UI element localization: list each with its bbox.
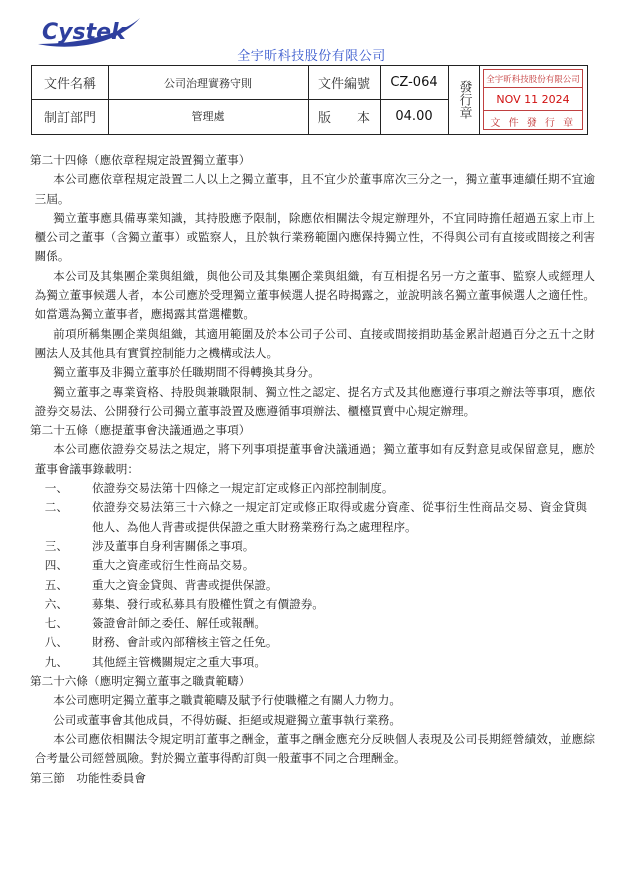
list-item-text: 其他經主管機關規定之重大事項。 [92,654,266,669]
paragraph: 本公司應明定獨立董事之職責範疇及賦予行使職權之有關人力物力。 [53,693,401,708]
paragraph: 本公司及其集團企業與組織，與他公司及其集團企業與組織，有互相提名另一方之董事、監察人或經理人為獨立董事候選人者，本公司應於受理獨立董事候選人提名時揭露之，並說明該名獨立董事候選人之適任性。如當選為獨立董事者，應揭露其當選權數。 [34,268,595,322]
document-header-table [31,65,588,135]
stamp-text: 文 件 發 行 章 [490,118,576,129]
list-item-text: 財務、會計或內部稽核主管之任免。 [92,635,278,650]
doc-no-label: 文件編號 [317,77,370,92]
list-item [30,498,595,537]
doc-no-value: CZ-064 [390,75,438,90]
dept-label: 制訂部門 [43,110,96,126]
doc-name-value: 公司治理實務守則 [164,76,252,90]
paragraph: 本公司應依章程規定設置二人以上之獨立董事，且不宜少於董事席次三分之一，獨立董事連續任期不宜逾三屆。 [34,172,595,206]
paragraph: 獨立董事應具備專業知識，其持股應予限制，除應依相關法令規定辦理外，不宜同時擔任超過五家上市上櫃公司之董事（含獨立董事）或監察人，且於執行業務範圍內應保持獨立性，不得與公司有直接或間接之利害關係。 [34,210,595,264]
article-heading: 第二十四條（應依章程規定設置獨立董事） [30,153,251,167]
list-item-text: 依證券交易法第三十六條之一規定訂定或修正取得或處分資產、從事衍生性商品交易、資金貸與他人、為他人背書或提供保證之重大財務業務行為之處理程序。 [92,500,587,534]
list-item-number: 三、 [44,538,68,553]
paragraph: 獨立董事之專業資格、持股與兼職限制、獨立性之認定、提名方式及其他應遵行事項之辦法等事項，應依證券交易法、公開發行公司獨立董事設置及應遵循事項辦法、櫃檯買賣中心規定辦理。 [34,384,595,418]
logo-text: Cystek [42,20,126,45]
list-item-number: 八、 [44,635,68,650]
list-item-text: 依證券交易法第十四條之一規定訂定或修正內部控制制度。 [92,481,394,496]
list-item [30,595,595,614]
dept-value: 管理處 [191,110,225,123]
list-item-number: 二、 [44,500,68,515]
issue-stamp [483,69,583,130]
paragraph: 本公司應依相關法令規定明訂董事之酬金，董事之酬金應充分反映個人表現及公司長期經營績效，並應綜合考量公司經營風險。對於獨立董事得酌訂與一般董事不同之合理酬金。 [34,731,595,766]
list-item-text: 重大之資產或衍生性商品交易。 [92,558,255,573]
list-item [30,614,595,633]
version-label: 版 本 [317,110,370,126]
article-heading: 第三節 功能性委員會 [30,770,146,785]
article-heading: 第二十五條（應提董事會決議通過之事項） [30,423,251,438]
list-item-number: 七、 [44,616,68,631]
list-item-number: 五、 [44,577,68,592]
list-item [30,556,595,575]
document-body [30,151,595,788]
paragraph: 前項所稱集團企業與組織，其適用範圍及於本公司子公司、直接或間接捐助基金累計超過百分之五十之財團法人及其他具有實質控制能力之機構或法人。 [34,326,595,360]
list-item-text: 簽證會計師之委任、解任或報酬。 [92,616,266,631]
list-item [30,537,595,556]
list-item-text: 募集、發行或私募具有股權性質之有價證券。 [92,596,324,611]
list-item-text: 涉及董事自身利害關係之事項。 [92,538,255,553]
list-item-number: 一、 [44,481,68,496]
article-heading: 第二十六條（應明定獨立董事之職責範疇） [30,674,251,689]
list-item-text: 重大之資金貸與、背書或提供保證。 [92,577,278,592]
list-item-number: 六、 [44,596,68,611]
version-value: 04.00 [395,108,433,124]
list-item-number: 四、 [44,558,68,573]
list-item [30,479,595,498]
paragraph: 本公司應依證券交易法之規定，將下列事項提董事會決議通過；獨立董事如有反對意見或保留意見，應於董事會議事錄載明： [34,442,595,476]
stamp-company: 全宇昕科技股份有限公司 [486,75,580,85]
company-name: 全宇昕科技股份有限公司 [237,49,386,64]
paragraph: 獨立董事及非獨立董事於任職期間不得轉換其身分。 [53,365,320,380]
list-item [30,633,595,652]
stamp-date: NOV 11 2024 [496,93,570,106]
issue-stamp-label: 發行章 [456,80,472,119]
list-item-number: 九、 [44,654,68,669]
paragraph: 公司或董事會其他成員，不得妨礙、拒絕或規避獨立董事執行業務。 [53,712,401,727]
doc-name-label: 文件名稱 [43,77,96,92]
list-item [30,576,595,595]
list-item [30,653,595,672]
